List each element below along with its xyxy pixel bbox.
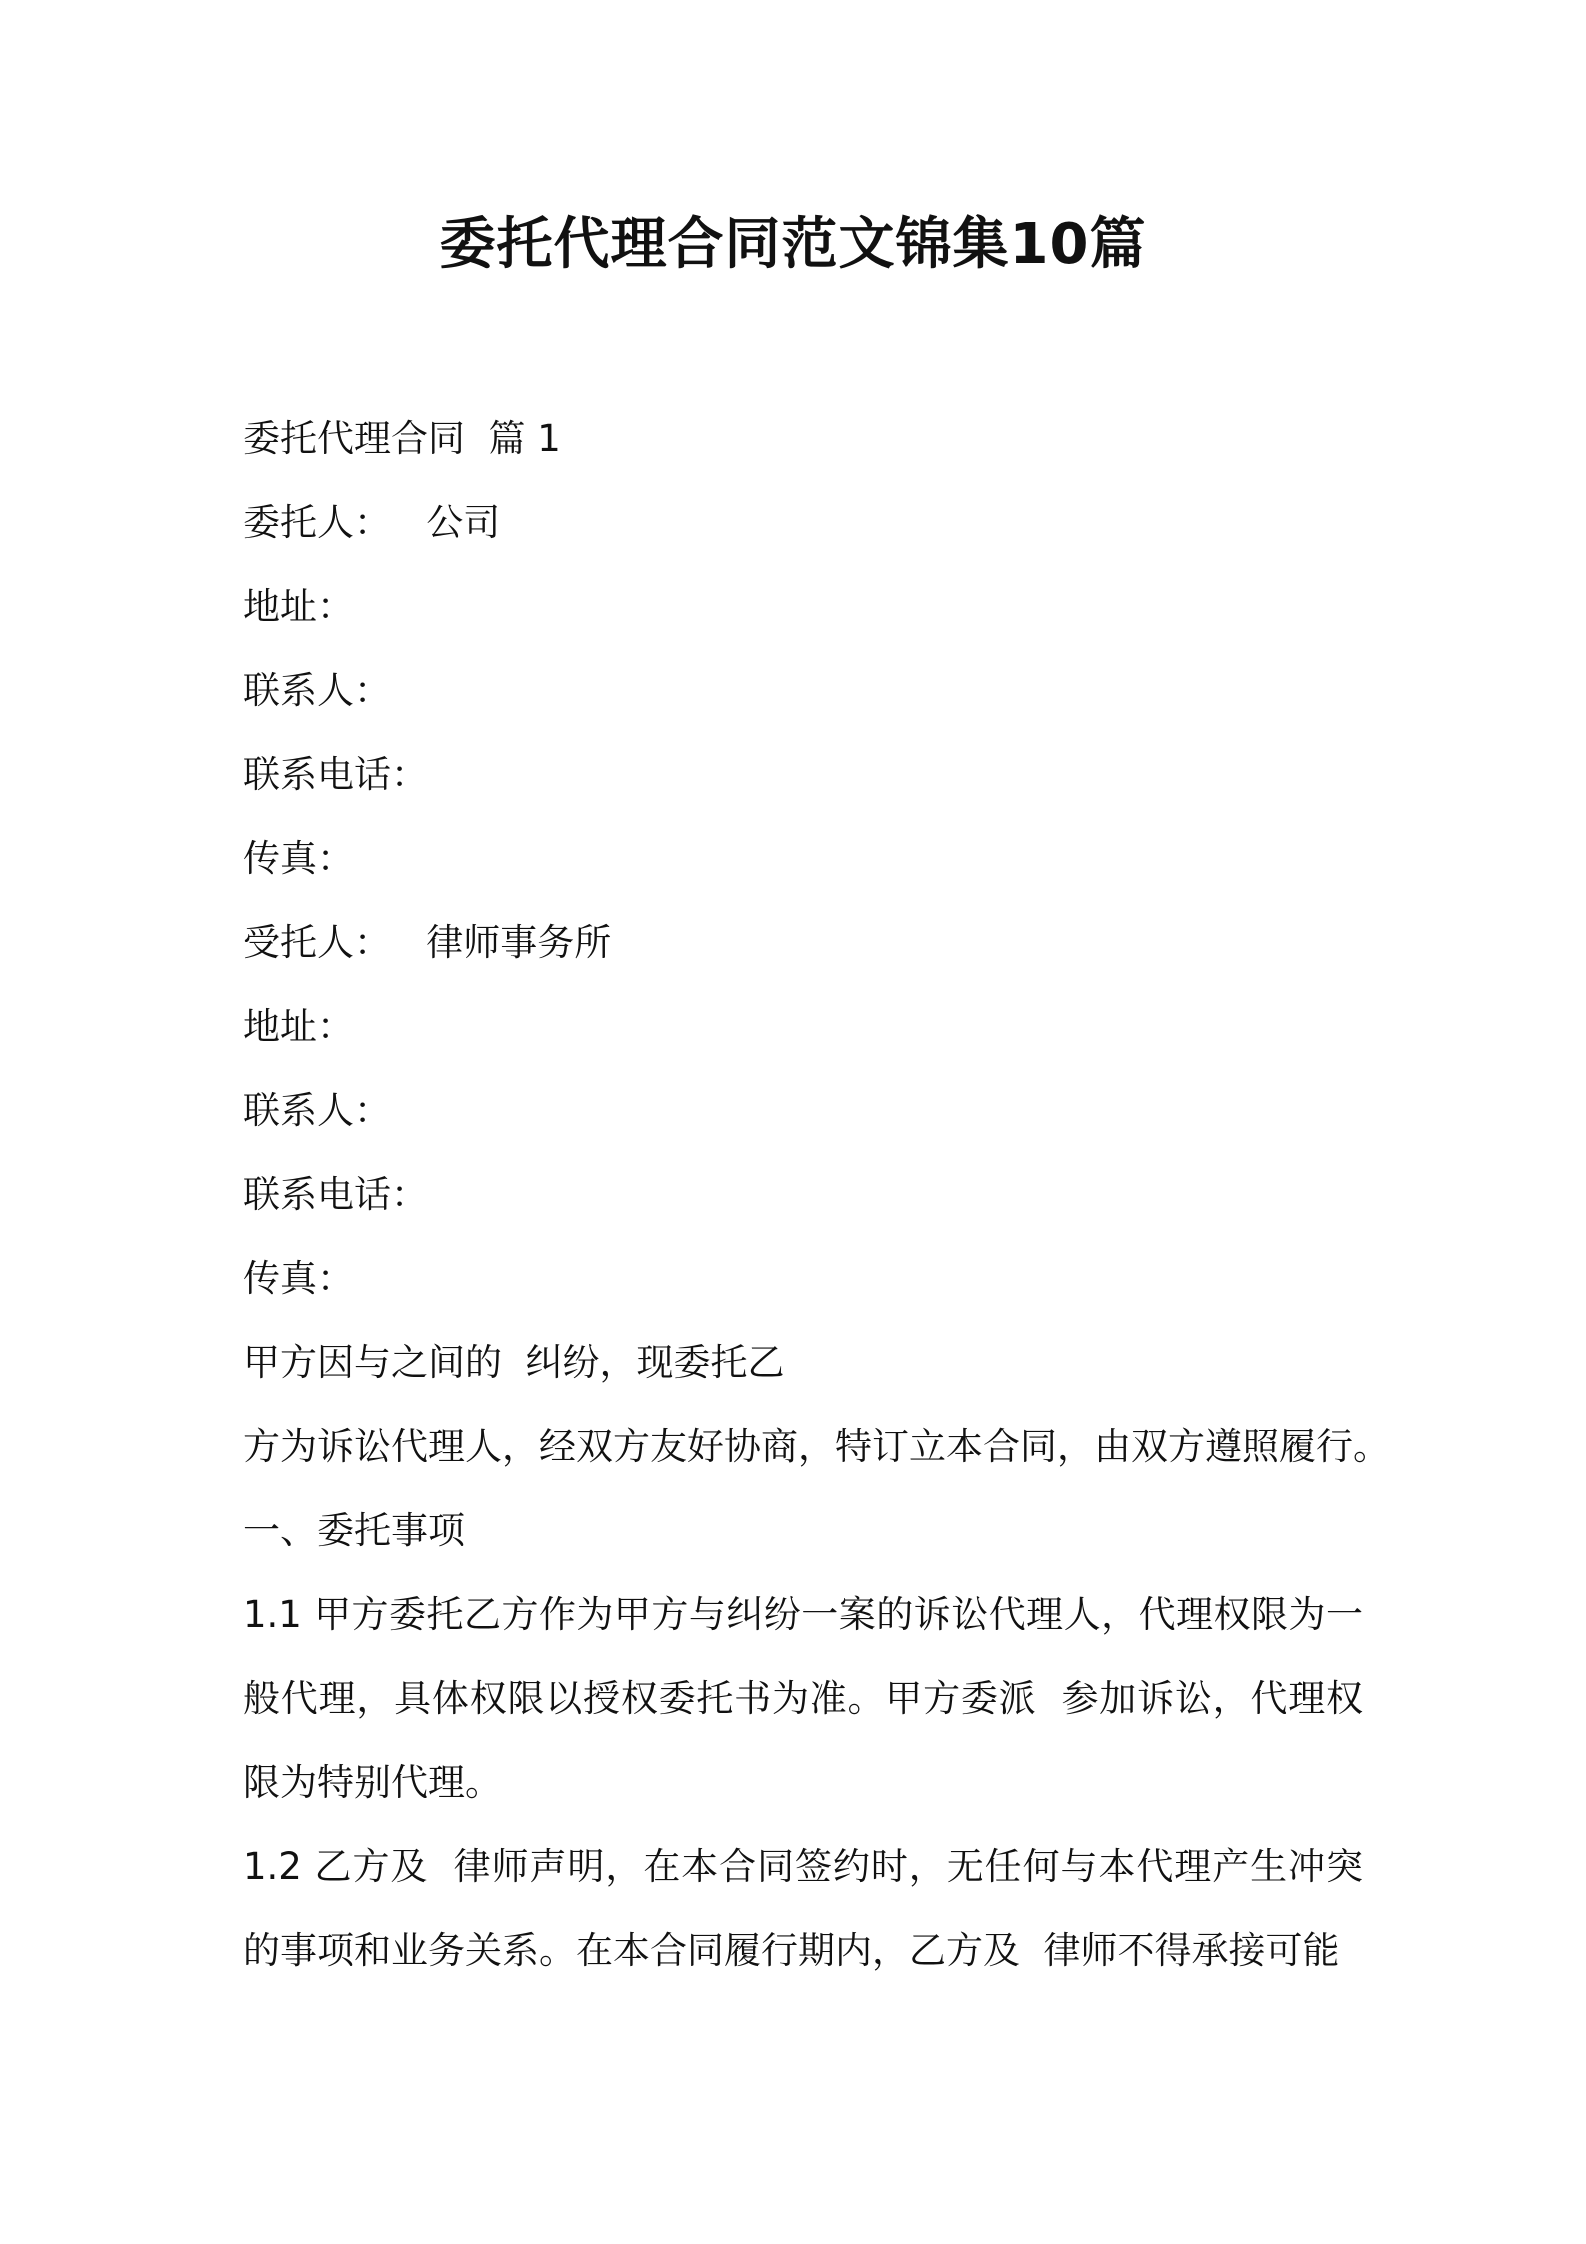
agent-phone-line: 联系电话： xyxy=(243,1173,428,1216)
agent-line: 受托人： 律师事务所 xyxy=(243,921,612,964)
section-heading: 委托代理合同 篇 1 xyxy=(243,417,561,460)
clause-1-1: 1.1 甲方委托乙方作为甲方与纠纷一案的诉讼代理人，代理权限为一般代理，具体权限以授权委托书为准。甲方委派 参加诉讼，代理权限为特别代理。 xyxy=(243,1593,1363,1804)
agent-address-line: 地址： xyxy=(243,1005,354,1048)
principal-contact-line: 联系人： xyxy=(243,669,391,712)
document-title: 委托代理合同范文锦集10篇 xyxy=(439,212,1147,277)
principal-address-line: 地址： xyxy=(243,585,354,628)
principal-line: 委托人： 公司 xyxy=(243,501,501,544)
clause-heading: 一、委托事项 xyxy=(243,1509,465,1552)
agent-fax-line: 传真： xyxy=(243,1257,354,1300)
clause-1-2: 1.2 乙方及 律师声明，在本合同签约时，无任何与本代理产生冲突的事项和业务关系。在本合同履行期内，乙方及 律师不得承接可能 xyxy=(243,1845,1363,1972)
document-body xyxy=(243,397,1390,1993)
principal-phone-line: 联系电话： xyxy=(243,753,428,796)
principal-fax-line: 传真： xyxy=(243,837,354,880)
intro-line-1: 甲方因与之间的 纠纷，现委托乙 xyxy=(243,1341,785,1384)
intro-line-2: 方为诉讼代理人，经双方友好协商，特订立本合同，由双方遵照履行。 xyxy=(243,1425,1390,1468)
agent-contact-line: 联系人： xyxy=(243,1089,391,1132)
